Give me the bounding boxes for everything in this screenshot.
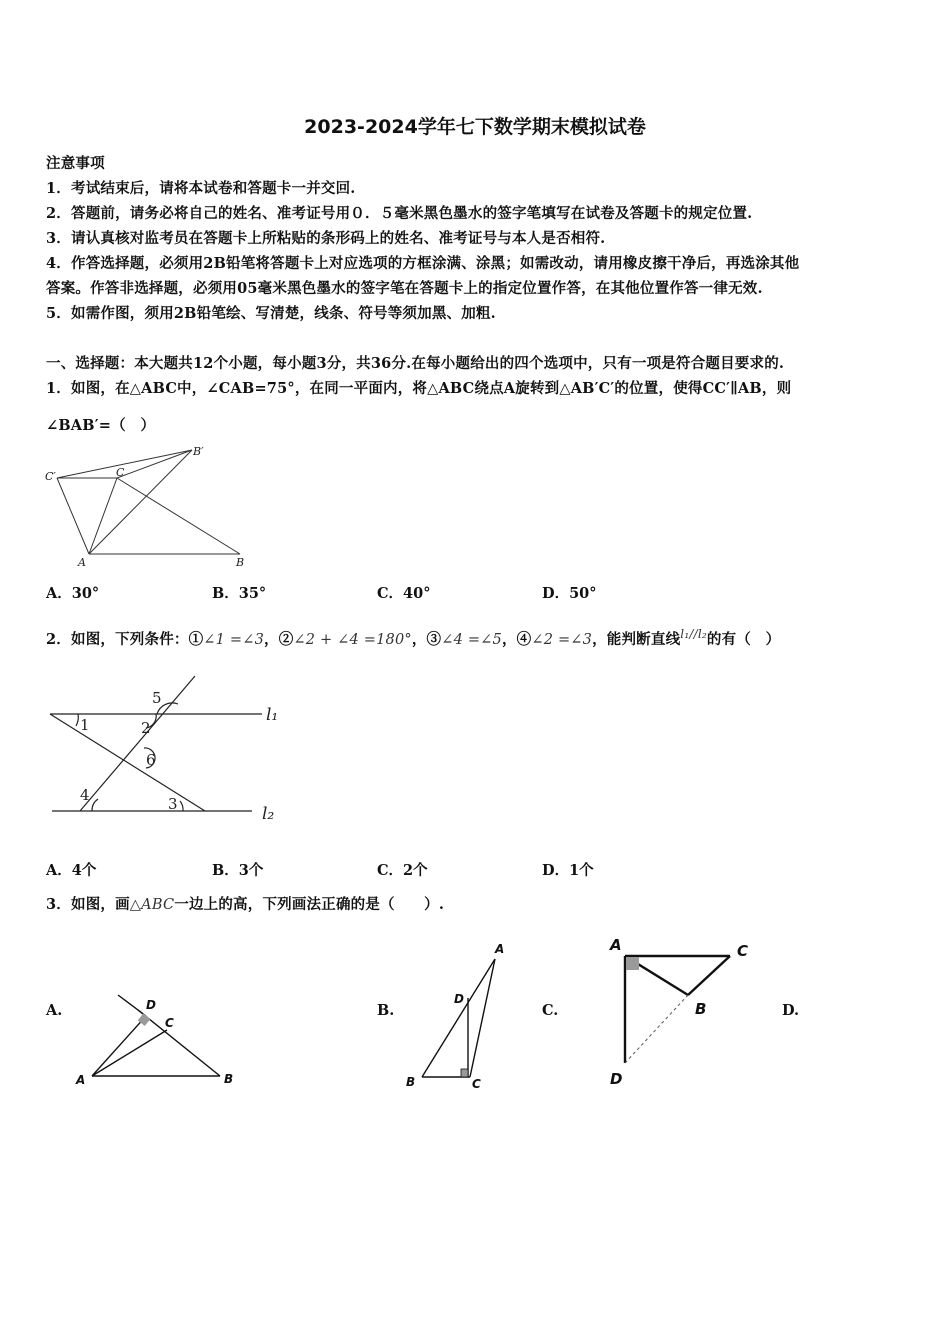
- option-d: D．1个: [542, 862, 594, 879]
- notice-item: 4．作答选择题，必须用2B铅笔将答题卡上对应选项的方框涂满、涂黑；如需改动，请用橡皮擦干净后，再选涂其他: [46, 255, 800, 272]
- condition-3: ∠4 =∠5: [441, 632, 502, 648]
- label-c: C: [116, 466, 125, 479]
- label-a: A: [78, 556, 86, 569]
- question-1-text: 1．如图，在△ABC中，∠CAB=75°，在同一平面内，将△ABC绕点A旋转到△AB′C′的位置，使得CC′∥AB，则: [46, 380, 792, 397]
- label-b: B: [406, 1075, 416, 1089]
- notice-item: 2．答题前，请务必将自己的姓名、准考证号用０．５毫米黑色墨水的签字笔填写在试卷及答题卡的规定位置.: [46, 205, 753, 222]
- question-2-suffix: 的有（ ）: [706, 631, 781, 648]
- page-title: 2023-2024学年七下数学期末模拟试卷: [304, 116, 646, 138]
- label-d: D: [610, 1070, 623, 1088]
- question-2-text: [46, 628, 780, 649]
- angle-3-label: 3: [168, 795, 178, 813]
- angle-1-label: 1: [80, 716, 90, 734]
- angle-2-label: 2: [141, 719, 151, 737]
- label-d: D: [454, 992, 464, 1006]
- question-3-figure-b: [400, 935, 515, 1095]
- parallel-lines: l₁//l₂: [680, 627, 707, 641]
- angle-5-label: 5: [152, 689, 162, 707]
- question-3-text: [46, 893, 444, 914]
- separator: ，④: [501, 631, 532, 648]
- option-c: C.: [542, 1002, 559, 1019]
- angle-4-label: 4: [80, 786, 90, 804]
- question-3-figure-c: [600, 930, 760, 1095]
- triangle-abc: △ABC: [129, 897, 175, 913]
- question-1-figure: [40, 440, 265, 575]
- option-b: B．35°: [212, 585, 267, 602]
- option-d: D．50°: [542, 585, 597, 602]
- label-a: A: [495, 942, 505, 956]
- notice-item: 3．请认真核对监考员在答题卡上所粘贴的条形码上的姓名、准考证号与本人是否相符.: [46, 230, 606, 247]
- line-l2-label: l₂: [262, 804, 275, 824]
- condition-4: ∠2 =∠3: [531, 632, 593, 648]
- option-d: D.: [782, 1002, 800, 1019]
- option-c: C．2个: [377, 862, 428, 879]
- label-b-prime: B′: [193, 445, 204, 458]
- label-c-prime: C′: [45, 470, 56, 483]
- label-b: B: [236, 556, 245, 569]
- option-a: A.: [46, 1002, 63, 1019]
- separator: ，③: [411, 631, 442, 648]
- question-3-figure-a: [70, 985, 245, 1095]
- question-3-prefix: 3．如图，画: [46, 896, 130, 913]
- question-2-prefix: 2．如图，下列条件：①: [46, 631, 204, 648]
- notice-item: 答案。作答非选择题，必须用05毫米黑色墨水的签字笔在答题卡上的指定位置作答，在其他位置作答一律无效.: [46, 280, 763, 297]
- separator: ，②: [264, 631, 294, 648]
- angle-6-label: 6: [146, 751, 156, 769]
- label-b: B: [695, 1000, 707, 1018]
- option-b: B.: [377, 1002, 395, 1019]
- option-a: A．30°: [46, 585, 100, 602]
- option-b: B．3个: [212, 862, 264, 879]
- label-b: B: [224, 1072, 234, 1086]
- label-c: C: [165, 1016, 174, 1030]
- section-heading: 一、选择题：本大题共12个小题，每小题3分，共36分.在每小题给出的四个选项中，只有一项是符合题目要求的.: [46, 355, 785, 372]
- label-a: A: [76, 1073, 86, 1087]
- line-l1-label: l₁: [266, 705, 279, 725]
- condition-1: ∠1 =∠3: [203, 632, 265, 648]
- label-a: A: [610, 936, 622, 954]
- option-a: A．4个: [46, 862, 97, 879]
- question-2-mid: ，能判断直线: [592, 631, 681, 648]
- question-1-text-cont: ∠BAB′=（ ）: [46, 417, 156, 434]
- label-d: D: [146, 998, 156, 1012]
- condition-2: ∠2 + ∠4 =180°: [293, 632, 412, 648]
- notice-heading: 注意事项: [46, 155, 105, 172]
- option-c: C．40°: [377, 585, 431, 602]
- notice-item: 1．考试结束后，请将本试卷和答题卡一并交回.: [46, 180, 356, 197]
- label-c: C: [737, 942, 749, 960]
- label-c: C: [472, 1077, 481, 1091]
- question-3-suffix: 一边上的高，下列画法正确的是（ ）.: [174, 896, 445, 913]
- question-2-figure: [40, 670, 300, 835]
- notice-item: 5．如需作图，须用2B铅笔绘、写清楚，线条、符号等须加黑、加粗.: [46, 305, 496, 322]
